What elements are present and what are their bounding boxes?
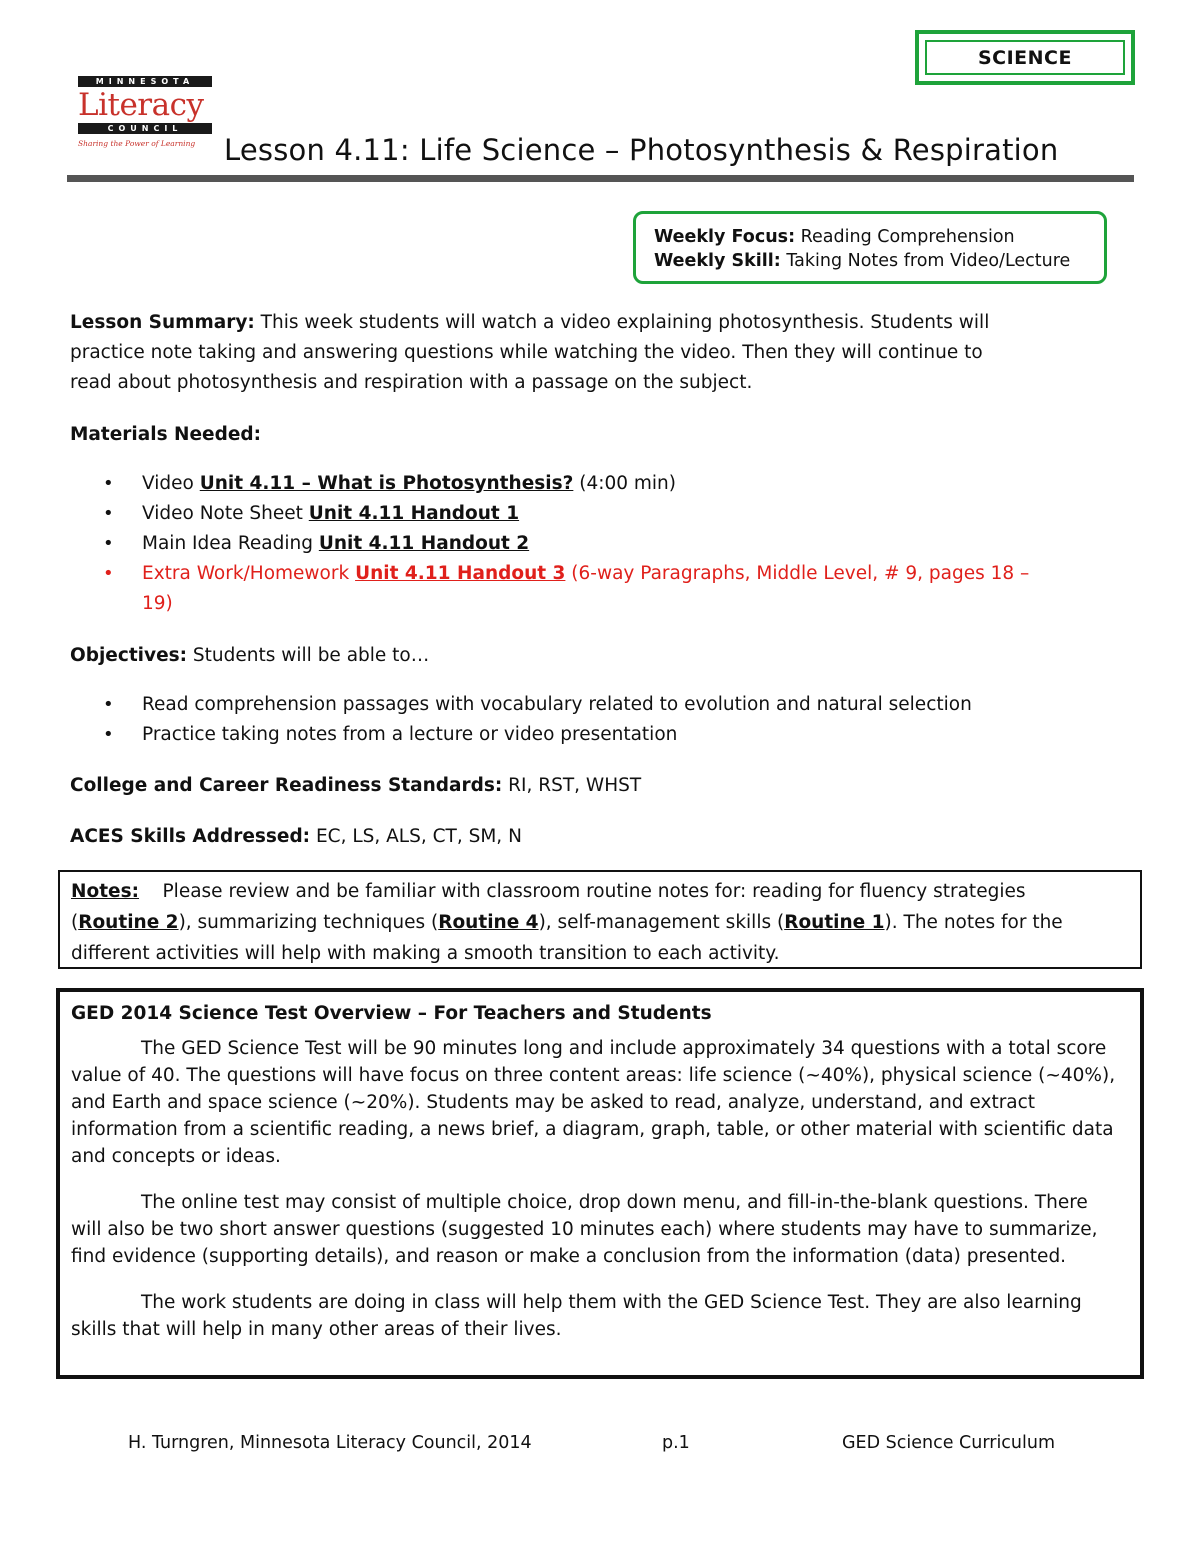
logo-word: Literacy bbox=[78, 87, 204, 123]
material-link[interactable]: Unit 4.11 – What is Photosynthesis? bbox=[199, 473, 574, 494]
notes-text: ). The notes for the bbox=[884, 912, 1063, 933]
lesson-summary-line: practice note taking and answering questions while watching the video. Then they will continue to bbox=[70, 342, 983, 363]
objectives-label: Objectives: bbox=[70, 645, 188, 666]
ged-paragraph-text: The online test may consist of multiple choice, drop down menu, and fill-in-the-blank questions. There will also be two short answer questions (suggested 10 minutes each) where students may have to summarize, find evidence (supporting details), and reason or make a conclusion from the information (data) presented. bbox=[71, 1192, 1098, 1267]
aces-label: ACES Skills Addressed: bbox=[70, 826, 311, 847]
standards-line bbox=[70, 771, 1130, 801]
notes-box bbox=[58, 870, 1142, 969]
weekly-focus-value: Reading Comprehension bbox=[795, 227, 1015, 247]
materials-heading: Materials Needed: bbox=[70, 424, 262, 445]
material-prefix: Video bbox=[142, 473, 200, 494]
material-prefix: Video Note Sheet bbox=[142, 503, 309, 524]
standards-value: RI, RST, WHST bbox=[502, 775, 642, 796]
routine-4-link[interactable]: Routine 4 bbox=[438, 912, 539, 933]
ged-paragraph bbox=[71, 1189, 1120, 1270]
material-prefix: Main Idea Reading bbox=[142, 533, 319, 554]
ged-paragraph bbox=[71, 1289, 1120, 1343]
minnesota-literacy-council-logo bbox=[78, 76, 212, 164]
notes-label: Notes: bbox=[71, 881, 139, 902]
material-link[interactable]: Unit 4.11 Handout 3 bbox=[355, 563, 566, 584]
ged-overview-box bbox=[56, 988, 1144, 1379]
ged-overview-title: GED 2014 Science Test Overview – For Teachers and Students bbox=[71, 1003, 712, 1024]
materials-list bbox=[70, 469, 1130, 619]
lesson-summary bbox=[70, 308, 1130, 398]
lesson-summary-line: This week students will watch a video explaining photosynthesis. Students will bbox=[254, 312, 990, 333]
notes-text: ), self-management skills ( bbox=[538, 912, 785, 933]
weekly-focus-box bbox=[633, 211, 1107, 284]
material-suffix: (6-way Paragraphs, Middle Level, # 9, pages 18 – bbox=[565, 563, 1030, 584]
material-link[interactable]: Unit 4.11 Handout 2 bbox=[318, 533, 530, 554]
list-item bbox=[70, 499, 1130, 529]
material-prefix: Extra Work/Homework bbox=[142, 563, 356, 584]
lesson-summary-label: Lesson Summary: bbox=[70, 312, 255, 333]
aces-value: EC, LS, ALS, CT, SM, N bbox=[310, 826, 522, 847]
routine-1-link[interactable]: Routine 1 bbox=[784, 912, 885, 933]
weekly-focus-label: Weekly Focus: bbox=[654, 227, 796, 247]
footer-curriculum: GED Science Curriculum bbox=[842, 1433, 1056, 1453]
ged-paragraph-text: The GED Science Test will be 90 minutes long and include approximately 34 questions with a total score value of 40. The questions will have focus on three content areas: life science (~40%), physical science (~40%), and Earth and space science (~20%). Students may be asked to read, analyze, understand, and extract information from a scientific reading, a news brief, a diagram, graph, table, or other material with scientific data and concepts or ideas. bbox=[71, 1038, 1116, 1167]
lesson-title: Lesson 4.11: Life Science – Photosynthesis & Respiration bbox=[224, 133, 1059, 167]
title-divider bbox=[67, 175, 1134, 182]
notes-text: different activities will help with making a smooth transition to each activity. bbox=[71, 943, 780, 964]
weekly-skill-label: Weekly Skill: bbox=[654, 251, 781, 271]
objectives-list bbox=[70, 690, 1130, 750]
notes-text: Please review and be familiar with classroom routine notes for: reading for fluency strategies bbox=[139, 881, 1026, 902]
ged-paragraph bbox=[71, 1035, 1120, 1170]
logo-tagline: Sharing the Power of Learning bbox=[78, 139, 196, 148]
logo-mid-text: COUNCIL bbox=[78, 123, 212, 134]
subject-tag bbox=[915, 30, 1135, 85]
footer-author: H. Turngren, Minnesota Literacy Council, 2014 bbox=[128, 1433, 532, 1453]
notes-text: ( bbox=[71, 912, 79, 933]
logo-top-text: MINNESOTA bbox=[78, 76, 212, 87]
list-item bbox=[70, 529, 1130, 559]
standards-label: College and Career Readiness Standards: bbox=[70, 775, 503, 796]
subject-tag-label: SCIENCE bbox=[925, 40, 1125, 75]
notes-text: ), summarizing techniques ( bbox=[178, 912, 439, 933]
material-suffix: (4:00 min) bbox=[573, 473, 676, 494]
material-suffix: 19) bbox=[142, 593, 173, 614]
ged-paragraph-text: The work students are doing in class will help them with the GED Science Test. They are also learning skills that will help in many other areas of their lives. bbox=[71, 1292, 1082, 1340]
list-item bbox=[70, 559, 1130, 619]
list-item: • Read comprehension passages with vocabulary related to evolution and natural selection bbox=[70, 690, 1130, 720]
footer-page-number: p.1 bbox=[662, 1433, 690, 1453]
list-item bbox=[70, 469, 1130, 499]
objectives-heading-line bbox=[70, 641, 1130, 671]
list-item: • Practice taking notes from a lecture or video presentation bbox=[70, 720, 1130, 750]
lesson-summary-line: read about photosynthesis and respiration with a passage on the subject. bbox=[70, 372, 753, 393]
aces-line bbox=[70, 822, 1130, 852]
material-link[interactable]: Unit 4.11 Handout 1 bbox=[308, 503, 520, 524]
routine-2-link[interactable]: Routine 2 bbox=[78, 912, 179, 933]
weekly-focus-line bbox=[654, 225, 1104, 249]
weekly-skill-line bbox=[654, 249, 1104, 273]
objectives-intro: Students will be able to… bbox=[187, 645, 430, 666]
weekly-skill-value: Taking Notes from Video/Lecture bbox=[780, 251, 1071, 271]
